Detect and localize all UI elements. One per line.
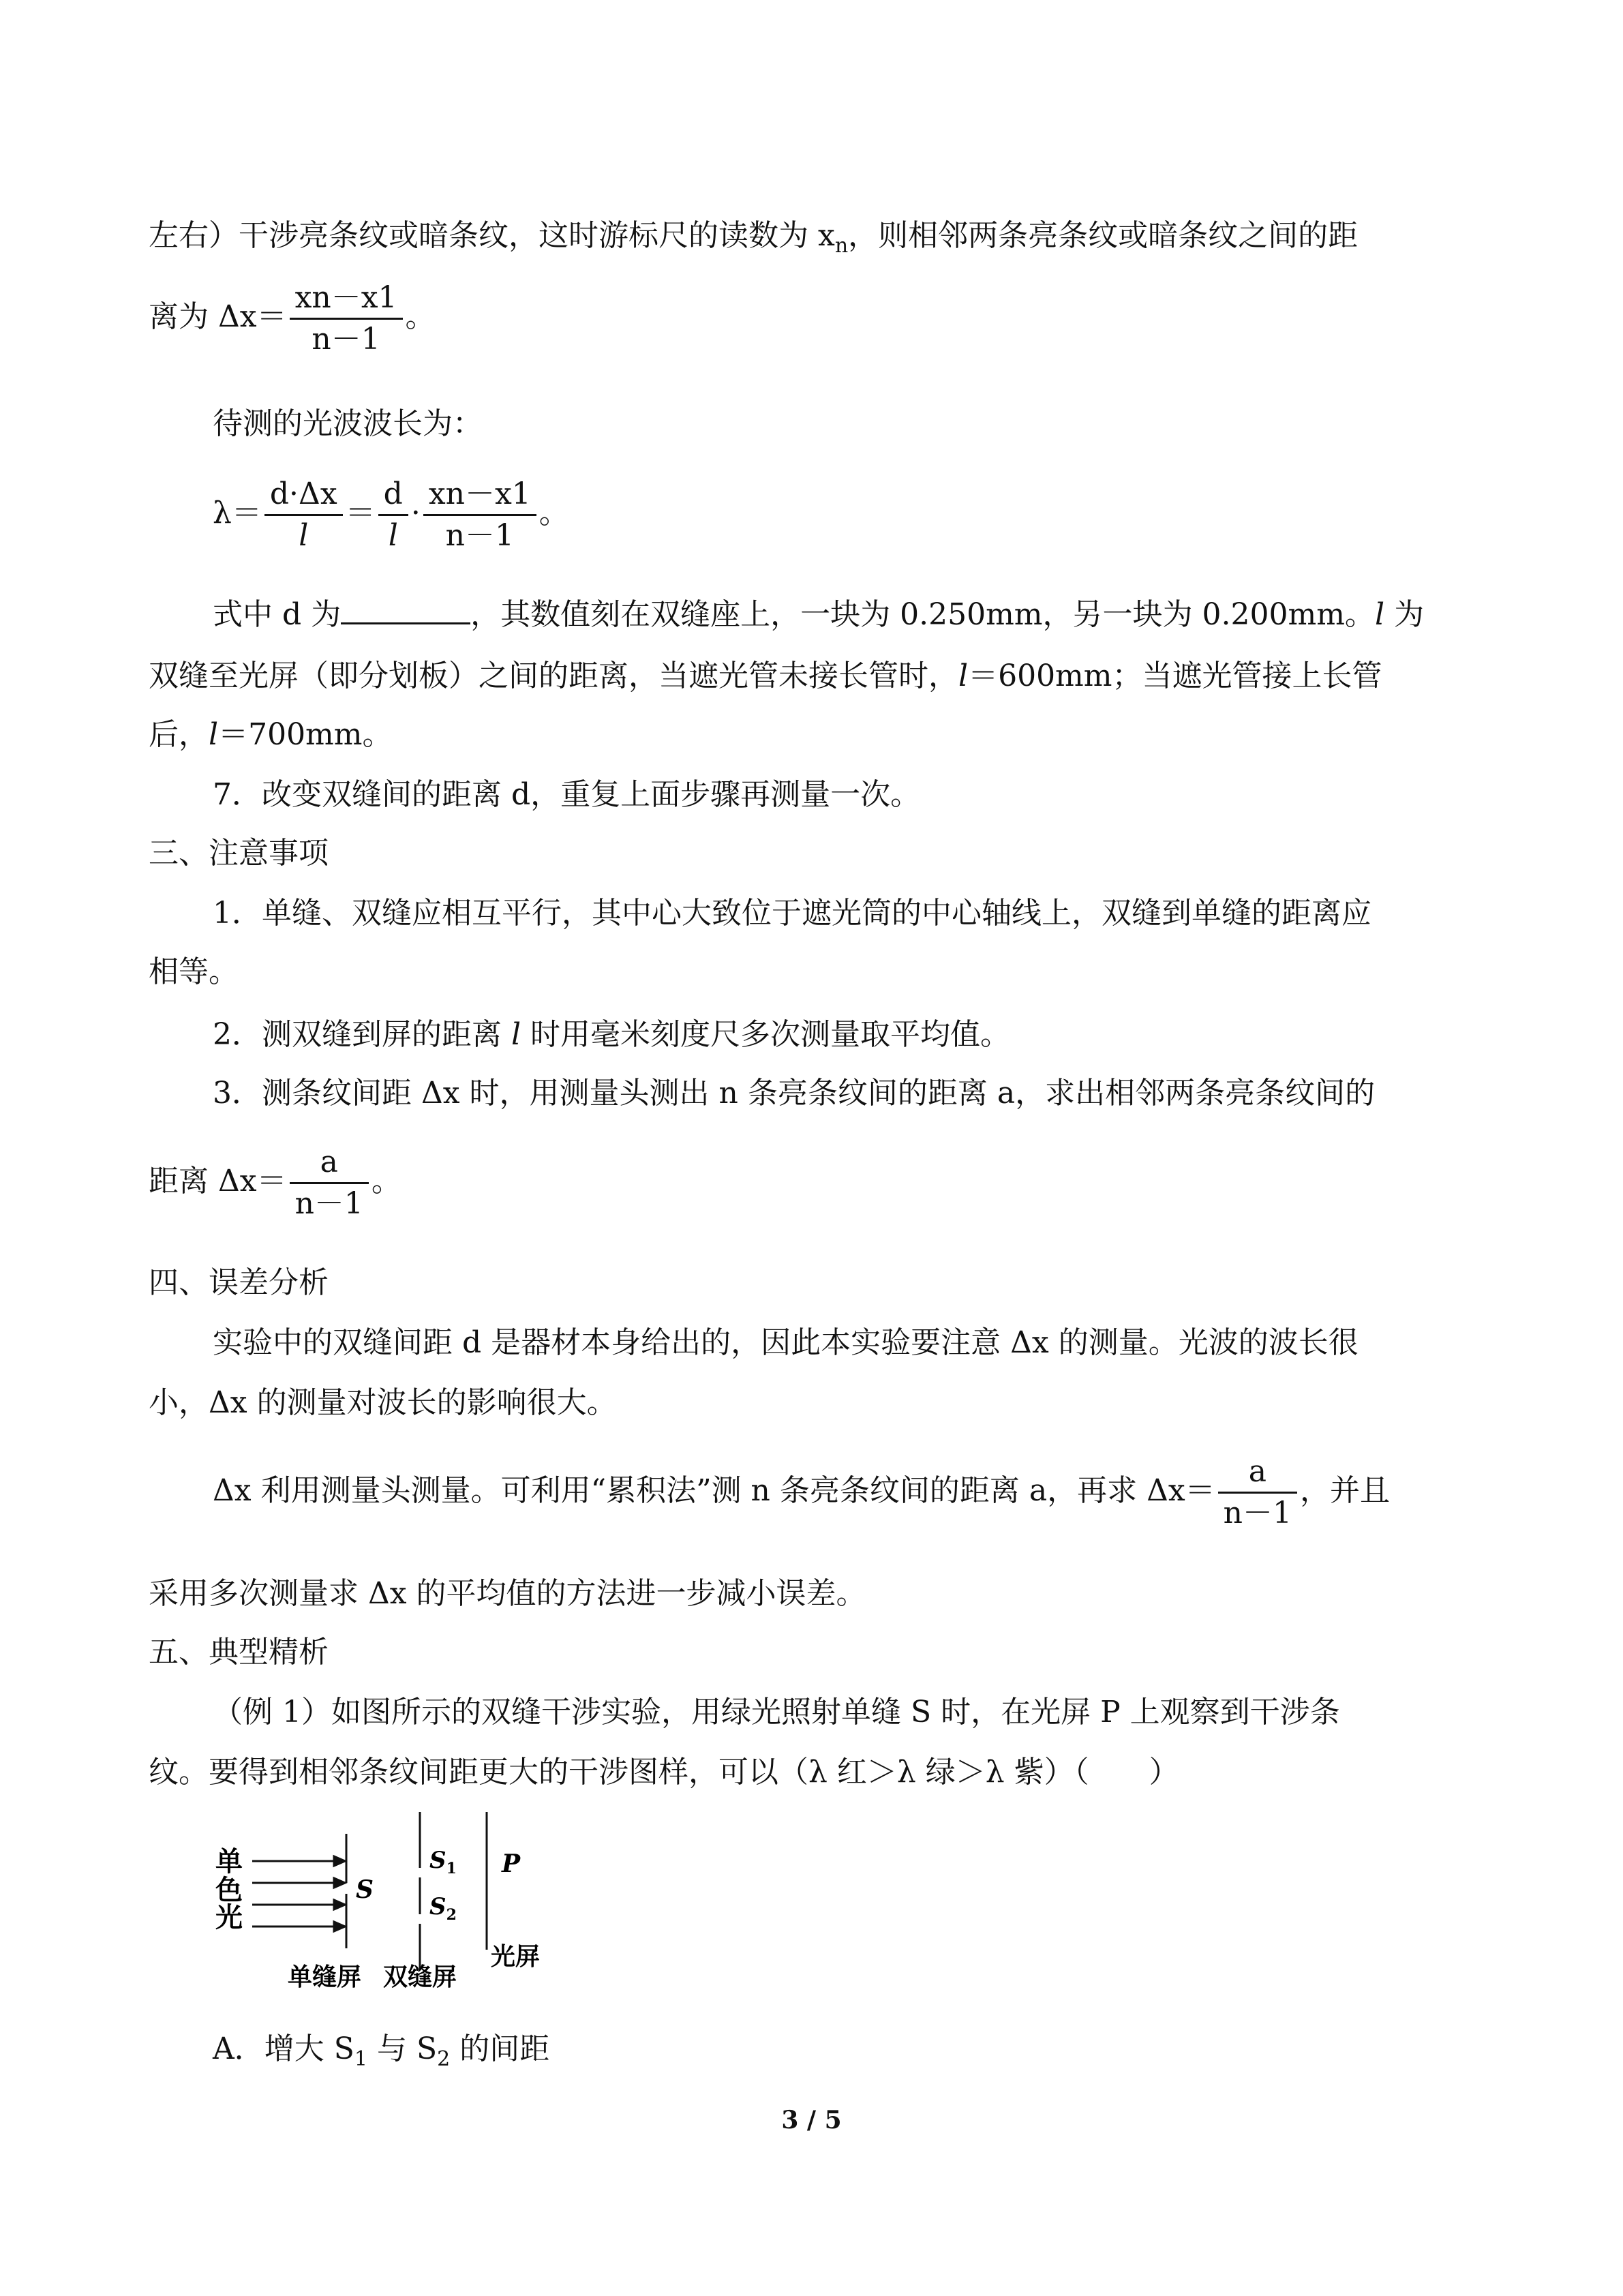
step-7: 7．改变双缝间的距离 d，重复上面步骤再测量一次。 (213, 777, 921, 812)
fill-in-blank (341, 596, 470, 624)
light-label-char: 单 (215, 1845, 243, 1877)
option-a: A．增大 $S_1$ 与 $S_2$ 的间距 (213, 2031, 550, 2071)
fraction: $\frac{xn-x1}{n-1}$ (290, 278, 403, 359)
fraction: $\frac{d}{l}$ (378, 474, 408, 556)
paragraph-line: 离为 Δx＝ $\frac{xn-x1}{n-1}$ 。 (149, 278, 1478, 359)
paragraph-line: Δx 利用测量头测量。可利用“累积法”测 n 条亮条纹间的距离 a，再求 Δx＝ $\frac{a}{n-1}$ ，并且 (213, 1452, 1542, 1533)
example-question: （例 1）如图所示的双缝干涉实验，用绿光照射单缝 S 时，在光屏 P 上观察到干涉条 (213, 1695, 1340, 1729)
note-item: 3．测条纹间距 Δx 时，用测量头测出 n 条亮条纹间的距离 a，求出相邻两条亮条纹间的 (213, 1076, 1376, 1111)
light-screen-label: 光屏 (491, 1942, 541, 1971)
paragraph-line: 距离 Δx＝ $\frac{a}{n-1}$ 。 (149, 1143, 1478, 1224)
s2-label: $S_2$ (429, 1893, 457, 1924)
light-label-char: 色 (215, 1874, 243, 1906)
paragraph-line: 小，Δx 的测量对波长的影响很大。 (149, 1385, 617, 1420)
s1-label: $S_1$ (429, 1847, 457, 1877)
p-label: P (502, 1849, 521, 1878)
paragraph-line: 左右）干涉亮条纹或暗条纹，这时游标尺的读数为 $x_n$，则相邻两条亮条纹或暗条纹之间的距 (149, 218, 1359, 258)
paragraph-line: 待测的光波波长为： (213, 406, 483, 441)
wavelength-formula: λ＝ $\frac{d\cdot\Delta x}{l}$ ＝ $\frac{d}{l}$ · $\frac{xn-x1}{n-1}$ 。 (213, 474, 1542, 556)
light-label-char: 光 (215, 1901, 243, 1933)
page-number: 3 / 5 (781, 2106, 842, 2134)
paragraph-line: 式中 d 为 ，其数值刻在双缝座上，一块为 0.250mm，另一块为 0.200mm。l 为 (213, 597, 1425, 632)
light-arrows (252, 1856, 345, 1931)
s-label: S (356, 1875, 374, 1904)
fraction: $\frac{a}{n-1}$ (290, 1143, 369, 1224)
paragraph-line: 纹。要得到相邻条纹间距更大的干涉图样，可以（λ 红＞λ 绿＞λ 紫）（ ） (149, 1755, 1179, 1789)
note-item: 2．测双缝到屏的距离 l 时用毫米刻度尺多次测量取平均值。 (213, 1017, 1011, 1052)
note-item: 1．单缝、双缝应相互平行，其中心大致位于遮光筒的中心轴线上，双缝到单缝的距离应 (213, 896, 1371, 931)
fraction: $\frac{a}{n-1}$ (1218, 1452, 1297, 1533)
paragraph-line: 相等。 (149, 954, 239, 989)
paragraph-line: 双缝至光屏（即分划板）之间的距离，当遮光管未接长管时，l＝600mm；当遮光管接上长管 (149, 659, 1382, 693)
double-slit-diagram (204, 1807, 586, 1997)
section-heading: 五、典型精析 (149, 1635, 329, 1670)
single-slit-screen-label: 单缝屏 (288, 1963, 362, 1991)
paragraph-line: 实验中的双缝间距 d 是器材本身给出的，因此本实验要注意 Δx 的测量。光波的波长很 (213, 1325, 1359, 1360)
fraction: $\frac{d\cdot\Delta x}{l}$ (264, 474, 343, 556)
double-slit-screen-label: 双缝屏 (383, 1963, 457, 1991)
fraction: $\frac{xn-x1}{n-1}$ (423, 474, 536, 556)
section-heading: 三、注意事项 (149, 836, 329, 871)
paragraph-line: 采用多次测量求 Δx 的平均值的方法进一步减小误差。 (149, 1576, 866, 1611)
paragraph-line: 后，l＝700mm。 (149, 717, 393, 752)
section-heading: 四、误差分析 (149, 1265, 329, 1300)
